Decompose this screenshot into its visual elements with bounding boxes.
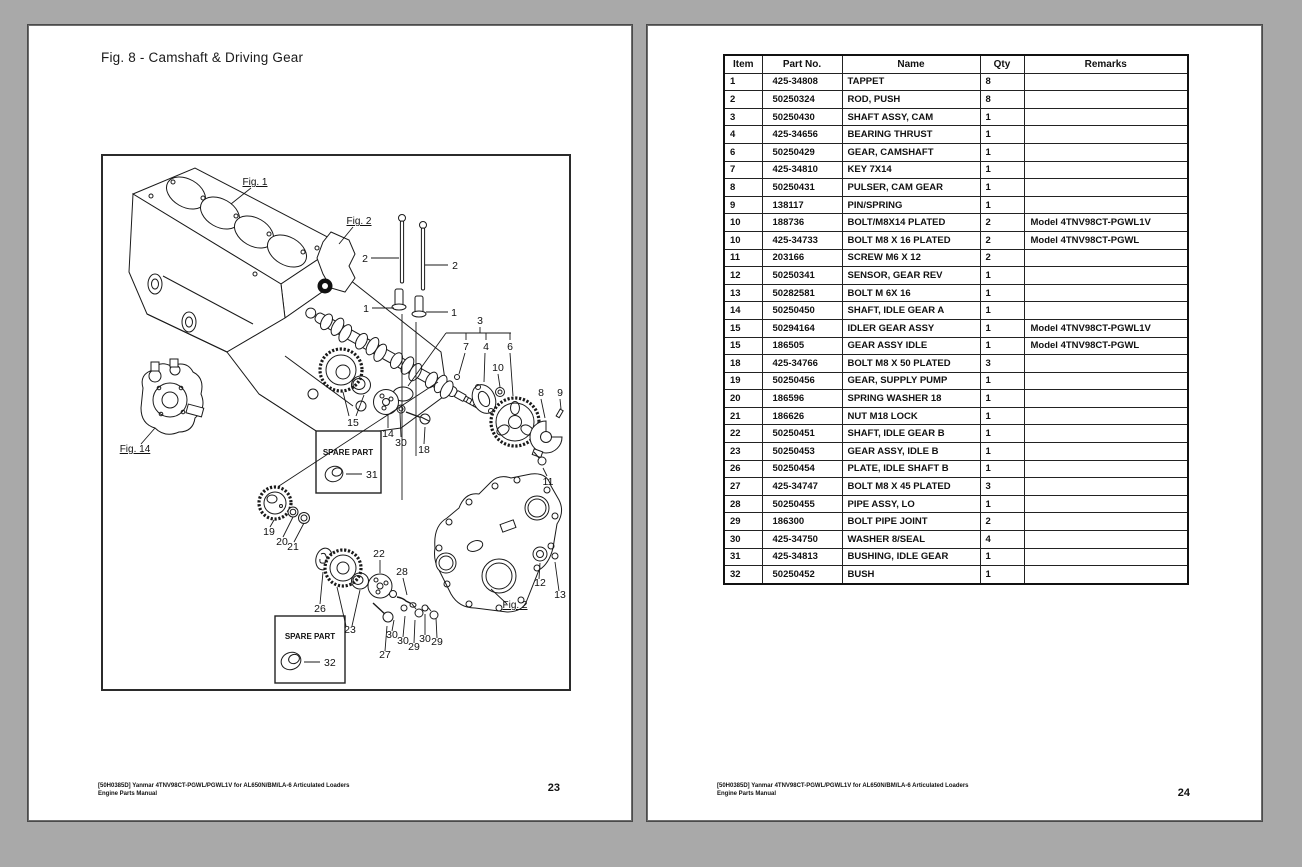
table-row (724, 302, 1188, 320)
part-no-cell: 425-34810 (762, 161, 842, 179)
remarks-cell (1024, 531, 1188, 549)
table-row (724, 91, 1188, 109)
part-no-cell: 138117 (762, 196, 842, 214)
item-cell: 18 (724, 355, 762, 373)
item-cell: 6 (724, 143, 762, 161)
remarks-cell: Model 4TNV98CT-PGWL1V (1024, 319, 1188, 337)
item-cell: 29 (724, 513, 762, 531)
diagram-label: 10 (492, 362, 504, 374)
item-cell: 13 (724, 284, 762, 302)
qty-cell: 8 (980, 91, 1024, 109)
qty-cell: 1 (980, 267, 1024, 285)
part-no-cell: 50250451 (762, 425, 842, 443)
item-cell: 11 (724, 249, 762, 267)
remarks-cell: Model 4TNV98CT-PGWL (1024, 231, 1188, 249)
name-cell: BOLT M8 X 16 PLATED (842, 231, 980, 249)
part-no-cell: 425-34733 (762, 231, 842, 249)
qty-cell: 1 (980, 284, 1024, 302)
diagram-label: 20 (276, 536, 288, 548)
diagram-label: 28 (396, 566, 408, 578)
item-cell: 3 (724, 108, 762, 126)
name-cell: BOLT M 6X 16 (842, 284, 980, 302)
part-no-cell: 425-34813 (762, 548, 842, 566)
part-no-cell: 50250324 (762, 91, 842, 109)
item-cell: 21 (724, 407, 762, 425)
column-header: Qty (980, 55, 1024, 73)
qty-cell: 1 (980, 443, 1024, 461)
diagram-label: Fig. 14 (119, 444, 151, 455)
diagram-label: Fig. 2 (346, 216, 372, 227)
qty-cell: 1 (980, 143, 1024, 161)
name-cell: SPRING WASHER 18 (842, 390, 980, 408)
table-row (724, 179, 1188, 197)
page-number: 24 (1177, 787, 1190, 799)
diagram-label: 1 (363, 303, 369, 315)
qty-cell: 3 (980, 355, 1024, 373)
item-cell: 22 (724, 425, 762, 443)
remarks-cell (1024, 179, 1188, 197)
qty-cell: 1 (980, 302, 1024, 320)
remarks-cell (1024, 407, 1188, 425)
item-cell: 9 (724, 196, 762, 214)
table-row (724, 108, 1188, 126)
qty-cell: 1 (980, 108, 1024, 126)
diagram-label: SPARE PART (322, 448, 374, 457)
push-rods (399, 215, 427, 291)
diagram-label: 14 (382, 428, 394, 440)
qty-cell: 3 (980, 478, 1024, 496)
diagram-label: 12 (534, 577, 546, 589)
diagram-label: 21 (287, 541, 299, 553)
manual-page-23 (27, 24, 633, 822)
qty-cell: 1 (980, 372, 1024, 390)
name-cell: SHAFT, IDLE GEAR A (842, 302, 980, 320)
part-no-cell: 50282581 (762, 284, 842, 302)
diagram-label: 32 (324, 657, 336, 669)
table-row (724, 161, 1188, 179)
table-row (724, 143, 1188, 161)
page-number: 23 (547, 782, 560, 794)
name-cell: BOLT PIPE JOINT (842, 513, 980, 531)
item-cell: 32 (724, 566, 762, 584)
part-no-cell: 50250455 (762, 495, 842, 513)
part-no-cell: 50250431 (762, 179, 842, 197)
diagram-label: 29 (431, 636, 443, 648)
qty-cell: 1 (980, 179, 1024, 197)
remarks-cell (1024, 425, 1188, 443)
qty-cell: 1 (980, 407, 1024, 425)
fuel-pump-drawing (141, 359, 204, 434)
name-cell: BUSH (842, 566, 980, 584)
diagram-label: 2 (452, 260, 458, 272)
name-cell: BOLT/M8X14 PLATED (842, 214, 980, 232)
item-cell: 10 (724, 231, 762, 249)
table-row (724, 126, 1188, 144)
qty-cell: 1 (980, 390, 1024, 408)
table-row (724, 73, 1188, 91)
name-cell: BOLT M8 X 45 PLATED (842, 478, 980, 496)
remarks-cell (1024, 267, 1188, 285)
diagram-label: SPARE PART (284, 632, 336, 641)
name-cell: BUSHING, IDLE GEAR (842, 548, 980, 566)
name-cell: NUT M18 LOCK (842, 407, 980, 425)
table-row (724, 548, 1188, 566)
diagram-label: 4 (483, 341, 489, 353)
remarks-cell (1024, 566, 1188, 584)
table-row (724, 267, 1188, 285)
item-cell: 15 (724, 319, 762, 337)
name-cell: IDLER GEAR ASSY (842, 319, 980, 337)
part-no-cell: 50250341 (762, 267, 842, 285)
part-no-cell: 50294164 (762, 319, 842, 337)
diagram-label: 18 (418, 444, 430, 456)
part-no-cell: 50250454 (762, 460, 842, 478)
item-cell: 14 (724, 302, 762, 320)
remarks-cell (1024, 478, 1188, 496)
name-cell: ROD, PUSH (842, 91, 980, 109)
part-no-cell: 50250430 (762, 108, 842, 126)
qty-cell: 1 (980, 460, 1024, 478)
key-drawing (455, 375, 460, 380)
diagram-label: 23 (344, 624, 356, 636)
remarks-cell (1024, 372, 1188, 390)
diagram-label: 30 (395, 437, 407, 449)
name-cell: GEAR, SUPPLY PUMP (842, 372, 980, 390)
diagram-label: Fig. 1 (242, 177, 268, 188)
qty-cell: 2 (980, 231, 1024, 249)
name-cell: KEY 7X14 (842, 161, 980, 179)
item-cell: 8 (724, 179, 762, 197)
part-no-cell: 186626 (762, 407, 842, 425)
figure-title: Fig. 8 - Camshaft & Driving Gear (101, 50, 304, 65)
part-no-cell: 186505 (762, 337, 842, 355)
spare-part-box-32 (275, 616, 345, 683)
remarks-cell (1024, 196, 1188, 214)
gear-case-cover-drawing (435, 474, 562, 612)
item-cell: 7 (724, 161, 762, 179)
qty-cell: 8 (980, 73, 1024, 91)
diagram-label: 27 (379, 649, 391, 661)
remarks-cell (1024, 249, 1188, 267)
item-cell: 28 (724, 495, 762, 513)
item-cell: 15 (724, 337, 762, 355)
remarks-cell (1024, 284, 1188, 302)
table-row (724, 284, 1188, 302)
remarks-cell (1024, 143, 1188, 161)
item-cell: 23 (724, 443, 762, 461)
supply-pump-gear-drawing (259, 487, 310, 524)
part-no-cell: 203166 (762, 249, 842, 267)
remarks-cell (1024, 548, 1188, 566)
table-row (724, 513, 1188, 531)
diagram-label: 3 (477, 315, 483, 327)
diagram-label: 13 (554, 589, 566, 601)
diagram-label: 30 (397, 635, 409, 647)
table-row (724, 231, 1188, 249)
qty-cell: 1 (980, 425, 1024, 443)
qty-cell: 1 (980, 566, 1024, 584)
part-no-cell: 50250429 (762, 143, 842, 161)
remarks-cell (1024, 390, 1188, 408)
manual-page-24 (646, 24, 1263, 822)
name-cell: PIPE ASSY, LO (842, 495, 980, 513)
name-cell: SHAFT ASSY, CAM (842, 108, 980, 126)
item-cell: 19 (724, 372, 762, 390)
part-no-cell: 188736 (762, 214, 842, 232)
diagram-label: 19 (263, 526, 275, 538)
remarks-cell (1024, 443, 1188, 461)
diagram-label: 31 (366, 469, 378, 481)
qty-cell: 2 (980, 249, 1024, 267)
diagram-label: 7 (463, 341, 469, 353)
part-no-cell: 425-34808 (762, 73, 842, 91)
item-cell: 10 (724, 214, 762, 232)
qty-cell: 4 (980, 531, 1024, 549)
remarks-cell (1024, 108, 1188, 126)
part-no-cell: 425-34747 (762, 478, 842, 496)
table-row (724, 460, 1188, 478)
item-cell: 12 (724, 267, 762, 285)
table-row (724, 566, 1188, 584)
name-cell: BOLT M8 X 50 PLATED (842, 355, 980, 373)
table-row (724, 531, 1188, 549)
table-row (724, 319, 1188, 337)
table-row (724, 249, 1188, 267)
diagram-label: 30 (419, 633, 431, 645)
table-row (724, 407, 1188, 425)
diagram-label: 30 (386, 629, 398, 641)
part-no-cell: 186596 (762, 390, 842, 408)
diagram-label: Fig. 2 (502, 600, 528, 611)
part-no-cell: 50250456 (762, 372, 842, 390)
qty-cell: 1 (980, 319, 1024, 337)
diagram-label: 22 (373, 548, 385, 560)
table-row (724, 425, 1188, 443)
remarks-cell: Model 4TNV98CT-PGWL1V (1024, 214, 1188, 232)
diagram-label: 26 (314, 603, 326, 615)
table-header-row (724, 55, 1188, 73)
column-header: Item (724, 55, 762, 73)
qty-cell: 1 (980, 196, 1024, 214)
diagram-label: 11 (542, 476, 554, 488)
remarks-cell: Model 4TNV98CT-PGWL (1024, 337, 1188, 355)
part-no-cell: 50250453 (762, 443, 842, 461)
remarks-cell (1024, 126, 1188, 144)
diagram-label: 1 (451, 307, 457, 319)
item-cell: 20 (724, 390, 762, 408)
name-cell: SENSOR, GEAR REV (842, 267, 980, 285)
part-no-cell: 425-34766 (762, 355, 842, 373)
remarks-cell (1024, 495, 1188, 513)
name-cell: PLATE, IDLE SHAFT B (842, 460, 980, 478)
item-cell: 30 (724, 531, 762, 549)
diagram-label: 15 (347, 417, 359, 429)
column-header: Remarks (1024, 55, 1188, 73)
tappets (392, 289, 426, 317)
qty-cell: 1 (980, 161, 1024, 179)
table-row (724, 478, 1188, 496)
part-no-cell: 425-34750 (762, 531, 842, 549)
qty-cell: 2 (980, 513, 1024, 531)
diagram-label: 8 (538, 387, 544, 399)
table-row (724, 495, 1188, 513)
item-cell: 27 (724, 478, 762, 496)
name-cell: WASHER 8/SEAL (842, 531, 980, 549)
remarks-cell (1024, 161, 1188, 179)
table-row (724, 372, 1188, 390)
table-row (724, 196, 1188, 214)
remarks-cell (1024, 355, 1188, 373)
name-cell: GEAR ASSY, IDLE B (842, 443, 980, 461)
name-cell: TAPPET (842, 73, 980, 91)
remarks-cell (1024, 73, 1188, 91)
part-no-cell: 186300 (762, 513, 842, 531)
parts-diagram-frame (101, 154, 571, 691)
part-no-cell: 50250452 (762, 566, 842, 584)
column-header: Name (842, 55, 980, 73)
name-cell: PULSER, CAM GEAR (842, 179, 980, 197)
diagram-label: 9 (557, 387, 563, 399)
name-cell: GEAR ASSY IDLE (842, 337, 980, 355)
item-cell: 26 (724, 460, 762, 478)
item-cell: 31 (724, 548, 762, 566)
footer-text: [50H0385D] Yanmar 4TNV98CT-PGWL/PGWL1V for AL650N/BM/LA-6 Articulated Loaders Engine Parts Manual (98, 783, 350, 797)
table-row (724, 214, 1188, 232)
item-cell: 1 (724, 73, 762, 91)
parts-table (723, 54, 1189, 585)
name-cell: BEARING THRUST (842, 126, 980, 144)
name-cell: SCREW M6 X 12 (842, 249, 980, 267)
item-cell: 2 (724, 91, 762, 109)
qty-cell: 1 (980, 126, 1024, 144)
table-row (724, 443, 1188, 461)
qty-cell: 1 (980, 548, 1024, 566)
camshaft-gear-drawing (468, 381, 539, 446)
name-cell: PIN/SPRING (842, 196, 980, 214)
diagram-label: 29 (408, 641, 420, 653)
diagram-label: 6 (507, 341, 513, 353)
qty-cell: 2 (980, 214, 1024, 232)
remarks-cell (1024, 302, 1188, 320)
qty-cell: 1 (980, 495, 1024, 513)
footer-text: [50H0385D] Yanmar 4TNV98CT-PGWL/PGWL1V for AL650N/BM/LA-6 Articulated Loaders Engine Parts Manual (717, 783, 969, 797)
name-cell: GEAR, CAMSHAFT (842, 143, 980, 161)
name-cell: SHAFT, IDLE GEAR B (842, 425, 980, 443)
qty-cell: 1 (980, 337, 1024, 355)
parts-diagram (103, 156, 569, 689)
table-row (724, 337, 1188, 355)
table-row (724, 390, 1188, 408)
column-header: Part No. (762, 55, 842, 73)
item-cell: 4 (724, 126, 762, 144)
remarks-cell (1024, 513, 1188, 531)
table-row (724, 355, 1188, 373)
remarks-cell (1024, 460, 1188, 478)
part-no-cell: 425-34656 (762, 126, 842, 144)
diagram-label: 2 (362, 253, 368, 265)
remarks-cell (1024, 91, 1188, 109)
part-no-cell: 50250450 (762, 302, 842, 320)
